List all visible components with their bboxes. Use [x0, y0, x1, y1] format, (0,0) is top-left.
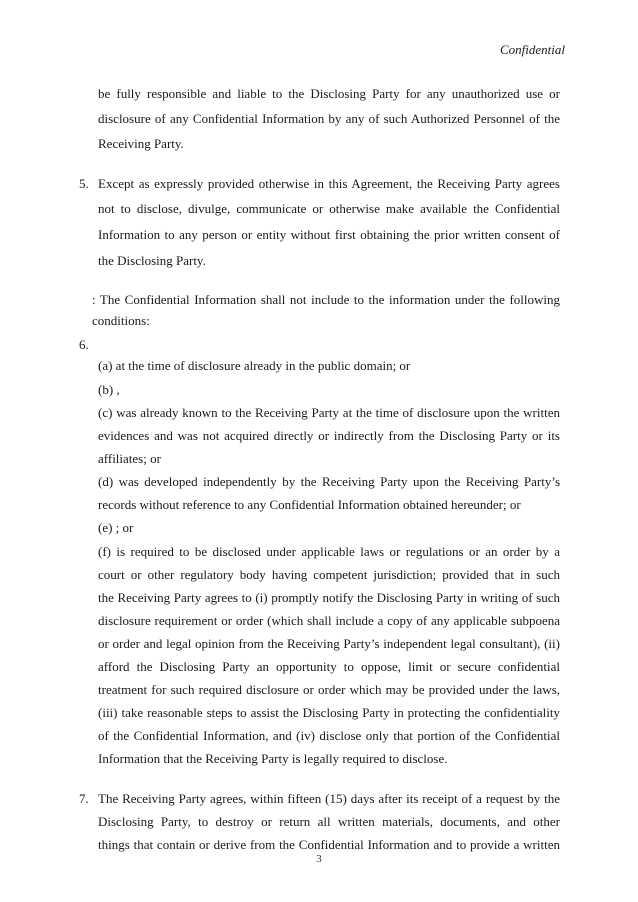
clause-6-item-line: evidences and was not acquired directly or indirectly from the Disclosing Party or its [98, 428, 560, 443]
clause-6-item-line: the Receiving Party agrees to (i) promptly notify the Disclosing Party in writing of such [98, 590, 560, 605]
clause-5-line: the Disclosing Party. [98, 253, 206, 268]
clause-6-item-line: (f) is required to be disclosed under applicable laws or regulations or an order by a [98, 544, 560, 559]
clause-6-item-line: (e) ; or [98, 520, 134, 535]
clause-6-intro-line: conditions: [92, 313, 150, 328]
confidential-header: Confidential [500, 42, 565, 57]
clause-5-line: Information to any person or entity without first obtaining the prior written consent of [98, 227, 560, 242]
clause-6-item-line: afford the Disclosing Party an opportunity to oppose, limit or secure confidential [98, 659, 560, 674]
clause-7-line: The Receiving Party agrees, within fifteen (15) days after its receipt of a request by the [98, 791, 560, 806]
clause-6-item-line: treatment for such required disclosure or order which may be provided under the laws, [98, 682, 560, 697]
clause-7-number: 7. [79, 791, 89, 806]
clause-6-number: 6. [79, 337, 89, 352]
clause-5-number: 5. [79, 176, 89, 191]
clause-6-item-line: (a) at the time of disclosure already in the public domain; or [98, 358, 411, 373]
clause-4-line: disclosure of any Confidential Information by any of such Authorized Personnel of the [98, 111, 560, 126]
clause-6-item-line: affiliates; or [98, 451, 161, 466]
clause-4-line: Receiving Party. [98, 136, 184, 151]
clause-6-intro-line: : The Confidential Information shall not include to the information under the following [92, 292, 560, 307]
clause-5-line: Except as expressly provided otherwise in this Agreement, the Receiving Party agrees [98, 176, 560, 191]
clause-6-item-line: (d) was developed independently by the Receiving Party upon the Receiving Party’s [98, 474, 560, 489]
clause-7-line: things that contain or derive from the Confidential Information and to provide a written [98, 837, 560, 852]
page-number: 3 [316, 853, 322, 865]
clause-6-item-line: records without reference to any Confidential Information obtained hereunder; or [98, 497, 521, 512]
clause-6-item-line: or order and legal opinion from the Receiving Party’s independent legal consultant), (ii) [98, 636, 560, 651]
clause-6-item-line: court or other regulatory body having competent jurisdiction; provided that in such [98, 567, 560, 582]
clause-5-line: not to disclose, divulge, communicate or otherwise make available the Confidential [98, 201, 560, 216]
clause-4-line: be fully responsible and liable to the Disclosing Party for any unauthorized use or [98, 86, 560, 101]
clause-6-item-line: (iii) take reasonable steps to assist the Disclosing Party in protecting the confidentiality [98, 705, 560, 720]
clause-6-item-line: Information that the Receiving Party is legally required to disclose. [98, 751, 448, 766]
clause-6-item-line: (b) , [98, 382, 120, 397]
clause-7-line: Disclosing Party, to destroy or return all written materials, documents, and other [98, 814, 560, 829]
clause-6-item-line: of the Confidential Information, and (iv) disclose only that portion of the Confidential [98, 728, 560, 743]
clause-6-item-line: disclosure requirement or order (which shall include a copy of any applicable subpoena [98, 613, 560, 628]
clause-6-item-line: (c) was already known to the Receiving Party at the time of disclosure upon the written [98, 405, 560, 420]
